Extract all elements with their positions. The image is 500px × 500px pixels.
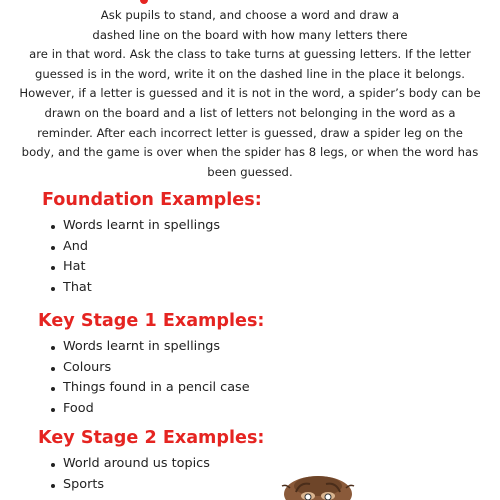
key-stage-1-examples-heading: Key Stage 1 Examples:: [38, 311, 265, 331]
key-stage-1-examples-list: [0, 337, 500, 419]
intro-line: are in that word. Ask the class to take turns at guessing letters. If the letter: [29, 47, 471, 62]
intro-line: body, and the game is over when the spider has 8 legs, or when the word has: [21, 145, 479, 160]
top-accent-mark: [140, 0, 148, 4]
foundation-examples-heading: Foundation Examples:: [42, 190, 262, 210]
list-item: And: [0, 237, 500, 258]
intro-line: guessed is in the word, write it on the dashed line in the place it belongs.: [35, 66, 465, 81]
intro-line: dashed line on the board with how many letters there: [92, 27, 408, 42]
list-item: World around us topics: [0, 454, 500, 475]
list-item: Words learnt in spellings: [0, 216, 500, 237]
intro-line: However, if a letter is guessed and it is not in the word, a spider’s body can be: [19, 86, 481, 101]
list-item: That: [0, 278, 500, 299]
list-item: Sports: [0, 475, 500, 496]
intro-paragraph: [14, 6, 486, 182]
key-stage-2-examples-list: [0, 454, 500, 495]
intro-line: drawn on the board and a list of letters not belonging in the word as a: [44, 105, 456, 120]
monkey-mascot-icon: [270, 474, 366, 500]
list-item: Colours: [0, 358, 500, 379]
foundation-examples-list: [0, 216, 500, 298]
intro-line: been guessed.: [207, 164, 293, 179]
list-item: Things found in a pencil case: [0, 378, 500, 399]
list-item: Hat: [0, 257, 500, 278]
intro-line: reminder. After each incorrect letter is guessed, draw a spider leg on the: [37, 125, 463, 140]
foundation-examples-section: [0, 190, 500, 298]
key-stage-1-examples-section: [0, 311, 500, 419]
list-item: Words learnt in spellings: [0, 337, 500, 358]
key-stage-2-examples-heading: Key Stage 2 Examples:: [38, 428, 265, 448]
key-stage-2-examples-section: [0, 428, 500, 495]
list-item: Food: [0, 399, 500, 420]
intro-line: Ask pupils to stand, and choose a word and draw a: [100, 8, 400, 22]
